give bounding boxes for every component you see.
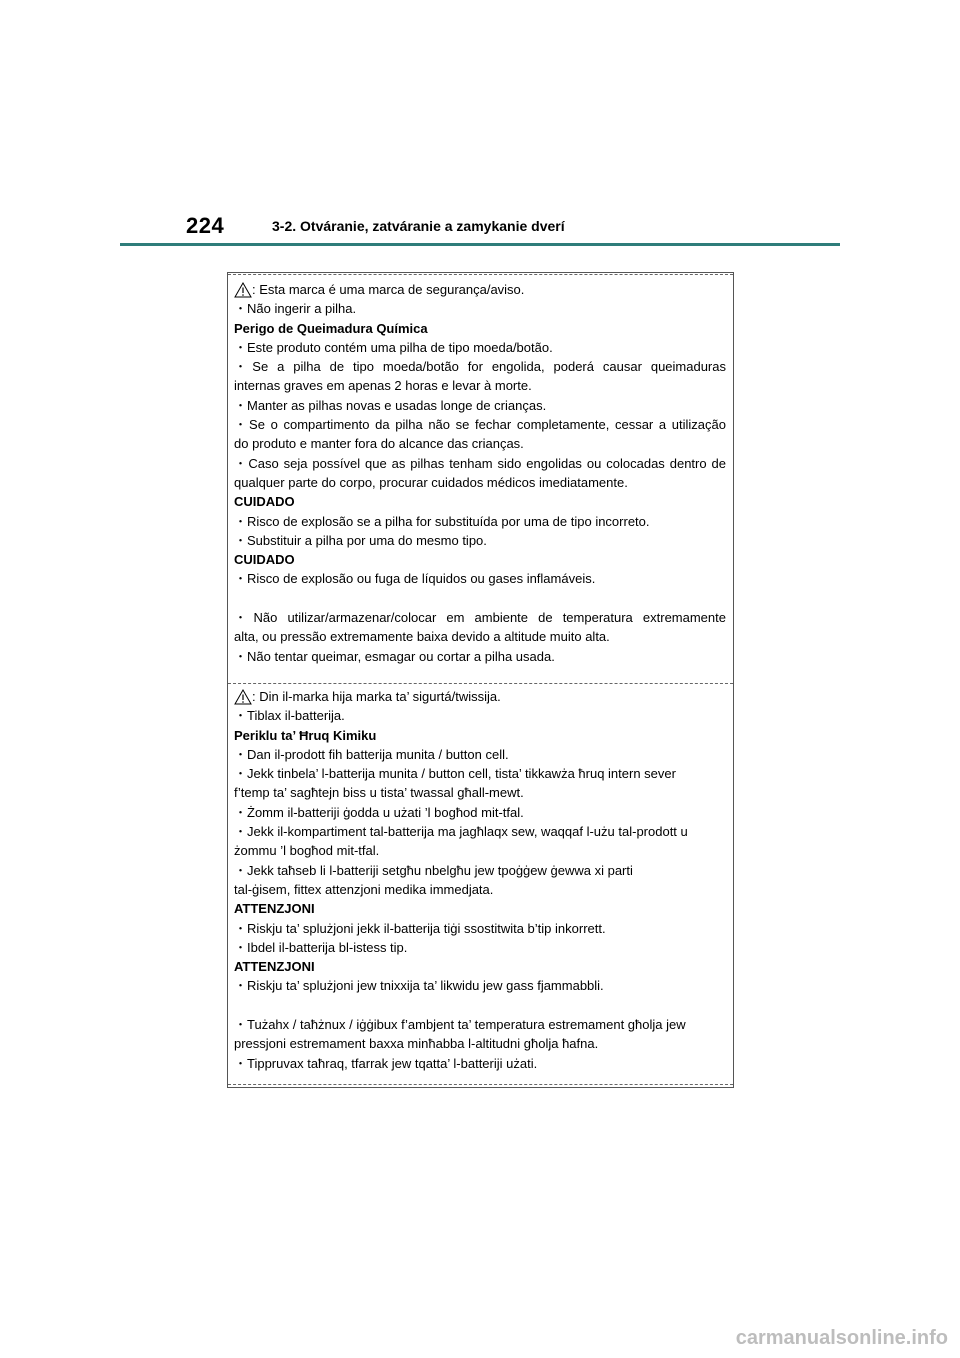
text-heading: CUIDADO bbox=[234, 552, 295, 568]
text-heading: ATTENZJONI bbox=[234, 901, 315, 917]
text-line: ・Tippruvax taħraq, tfarrak jew tqatta’ l-batteriji użati. bbox=[234, 1055, 538, 1071]
warning-triangle-icon bbox=[234, 689, 252, 705]
text-line: ・Não tentar queimar, esmagar ou cortar a pilha usada. bbox=[234, 648, 555, 664]
text-line: ・Se a pilha de tipo moeda/botão for engolida, poderá causar queimaduras bbox=[234, 359, 726, 375]
text-heading: ATTENZJONI bbox=[234, 959, 315, 975]
page-number: 224 bbox=[186, 213, 225, 238]
text-line: ・Tiblax il-batterija. bbox=[234, 708, 345, 724]
warning-text-pt: : Esta marca é uma marca de segurança/aviso. bbox=[252, 282, 525, 297]
text-line: ・Não ingerir a pilha. bbox=[234, 301, 357, 317]
text-line: ・Risco de explosão ou fuga de líquidos ou gases inflamáveis. bbox=[234, 571, 596, 587]
text-line: ・Se o compartimento da pilha não se fechar completamente, cessar a utilização bbox=[234, 417, 726, 433]
text-line: qualquer parte do corpo, procurar cuidados médicos imediatamente. bbox=[234, 474, 628, 490]
section-title: 3-2. Otváranie, zatváranie a zamykanie dverí bbox=[272, 218, 565, 234]
text-line: do produto e manter fora do alcance das crianças. bbox=[234, 436, 524, 452]
text-line: ・Żomm il-batteriji ġodda u użati ’l bogħod mit-tfal. bbox=[234, 804, 524, 820]
header-rule bbox=[120, 243, 840, 246]
text-line: alta, ou pressão extremamente baixa devido a altitude muito alta. bbox=[234, 629, 610, 645]
text-line: ・Risco de explosão se a pilha for substituída por uma de tipo incorreto. bbox=[234, 513, 650, 529]
text-line: ・Riskju ta’ splużjoni jekk il-batterija tiġi ssostitwita b’tip inkorrett. bbox=[234, 920, 606, 936]
text-line: ・Ibdel il-batterija bl-istess tip. bbox=[234, 939, 408, 955]
text-line: ・Jekk tinbela’ l-batterija munita / button cell, tista’ tikkawża ħruq intern sever bbox=[234, 766, 676, 782]
text-line: ・Tużahx / taħżnux / iġġibux f’ambjent ta’ temperatura estremament għolja jew bbox=[234, 1017, 686, 1033]
warning-box bbox=[227, 272, 734, 1088]
blank-line bbox=[234, 589, 726, 608]
watermark: carmanualsonline.info bbox=[735, 1327, 948, 1349]
text-line: ・Jekk il-kompartiment tal-batterija ma jagħlaqx sew, waqqaf l-użu tal-prodott u bbox=[234, 824, 688, 840]
divider-top bbox=[228, 274, 733, 275]
warning-line-pt bbox=[234, 280, 726, 299]
text-line: f’temp ta’ sagħtejn biss u tista’ twassal għall-mewt. bbox=[234, 785, 524, 801]
blank-line bbox=[234, 996, 726, 1015]
text-line: ・Dan il-prodott fih batterija munita / button cell. bbox=[234, 746, 509, 762]
warning-line-mt bbox=[234, 687, 726, 706]
text-line: ・Manter as pilhas novas e usadas longe de crianças. bbox=[234, 397, 547, 413]
text-line: tal-ġisem, fittex attenzjoni medika immedjata. bbox=[234, 881, 494, 897]
divider-bottom bbox=[228, 1084, 733, 1085]
text-line: żommu ’l bogħod mit-tfal. bbox=[234, 843, 380, 859]
text-line: internas graves em apenas 2 horas e levar à morte. bbox=[234, 378, 532, 394]
warning-text-mt: : Din il-marka hija marka ta’ sigurtá/twissija. bbox=[252, 689, 501, 704]
text-line: ・Não utilizar/armazenar/colocar em ambiente de temperatura extremamente bbox=[234, 610, 726, 626]
text-line: ・Este produto contém uma pilha de tipo moeda/botão. bbox=[234, 339, 553, 355]
text-line: ・Substituir a pilha por uma do mesmo tipo. bbox=[234, 532, 487, 548]
text-heading: CUIDADO bbox=[234, 494, 295, 510]
section-maltese bbox=[234, 687, 726, 1073]
text-heading: Perigo de Queimadura Química bbox=[234, 320, 428, 336]
text-line: pressjoni estremament baxxa minħabba l-altitudni għolja ħafna. bbox=[234, 1036, 599, 1052]
text-line: ・Caso seja possível que as pilhas tenham sido engolidas ou colocadas dentro de bbox=[234, 455, 726, 471]
section-portuguese bbox=[234, 280, 726, 666]
divider-middle bbox=[228, 683, 733, 684]
text-heading: Periklu ta’ Ħruq Kimiku bbox=[234, 727, 377, 743]
text-line: ・Riskju ta’ splużjoni jew tnixxija ta’ likwidu jew gass fjammabbli. bbox=[234, 978, 604, 994]
text-line: ・Jekk taħseb li l-batteriji setgħu nbelgħu jew tpoġġew ġewwa xi parti bbox=[234, 862, 633, 878]
warning-triangle-icon bbox=[234, 282, 252, 298]
